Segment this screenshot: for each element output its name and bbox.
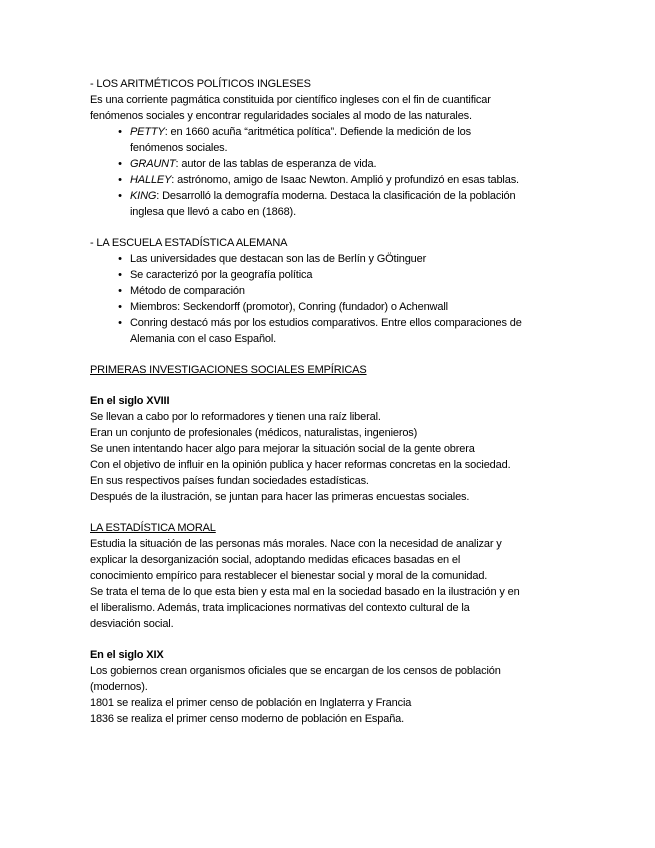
author-name: PETTY [130,126,165,138]
bullet-list [90,124,570,220]
list-item-text: : autor de las tablas de esperanza de vida. [175,158,377,170]
list-item-text: Miembros: Seckendorff (promotor), Conring (fundador) o Achenwall [130,301,448,313]
paragraph-line: desviación social. [90,618,174,630]
bullet-icon: • [118,174,122,186]
list-item [90,315,570,347]
paragraph-line: Los gobiernos crean organismos oficiales que se encargan de los censos de población [90,665,501,677]
bullet-icon: • [118,269,122,281]
section-title: PRIMERAS INVESTIGACIONES SOCIALES EMPÍRICAS [90,364,367,376]
author-name: HALLEY [130,174,172,186]
document-page [90,76,570,727]
paragraph-line: Se trata el tema de lo que esta bien y esta mal en la sociedad basado en la ilustración y en [90,586,520,598]
list-item [90,124,570,156]
list-item-text: Las universidades que destacan son las de Berlín y GÖtinguer [130,253,427,265]
list-item-text: : Desarrolló la demografía moderna. Destaca la clasificación de la población [156,190,516,202]
list-item [90,251,570,267]
paragraph-line: En sus respectivos países fundan sociedades estadísticas. [90,475,369,487]
paragraph-line: Se unen intentando hacer algo para mejorar la situación social de la gente obrera [90,443,475,455]
section-title: - LA ESCUELA ESTADÍSTICA ALEMANA [90,237,288,249]
paragraph-line: Estudia la situación de las personas más morales. Nace con la necesidad de analizar y [90,538,502,550]
bullet-icon: • [118,190,122,202]
paragraph-line: Después de la ilustración, se juntan para hacer las primeras encuestas sociales. [90,491,470,503]
list-item-text: Alemania con el caso Español. [130,333,277,345]
paragraph-line: Con el objetivo de influir en la opinión publica y hacer reformas concretas en la sociedad. [90,459,511,471]
section-estadistica-moral [90,520,570,632]
list-item [90,283,570,299]
section-investigaciones-empiricas [90,362,570,505]
author-name: KING [130,190,157,202]
paragraph-line: Eran un conjunto de profesionales (médicos, naturalistas, ingenieros) [90,427,418,439]
bullet-icon: • [118,126,122,138]
list-item [90,172,570,188]
bullet-icon: • [118,301,122,313]
paragraph-line: 1836 se realiza el primer censo moderno de población en España. [90,713,405,725]
section-title: - LOS ARITMÉTICOS POLÍTICOS INGLESES [90,78,311,90]
paragraph-line: Es una corriente pagmática constituida por científico ingleses con el fin de cuantificar [90,94,491,106]
bullet-icon: • [118,253,122,265]
list-item [90,156,570,172]
section-subtitle: En el siglo XVIII [90,395,170,407]
paragraph-line: fenómenos sociales y encontrar regularidades sociales al modo de las naturales. [90,110,472,122]
author-name: GRAUNT [130,158,176,170]
bullet-icon: • [118,317,122,329]
list-item-text: : astrónomo, amigo de Isaac Newton. Amplió y profundizó en esas tablas. [171,174,519,186]
list-item [90,267,570,283]
paragraph-line: explicar la desorganización social, adoptando medidas eficaces basadas en el [90,554,461,566]
list-item-text: Método de comparación [130,285,245,297]
paragraph-line: 1801 se realiza el primer censo de población en Inglaterra y Francia [90,697,412,709]
paragraph-line: Se llevan a cabo por lo reformadores y tienen una raíz liberal. [90,411,381,423]
list-item-text: inglesa que llevó a cabo en (1868). [130,206,296,218]
list-item-text: : en 1660 acuña “aritmética política”. Defiende la medición de los [164,126,471,138]
paragraph-line: (modernos). [90,681,148,693]
list-item [90,299,570,315]
paragraph-line: el liberalismo. Además, trata implicaciones normativas del contexto cultural de la [90,602,470,614]
list-item [90,188,570,220]
bullet-list [90,251,570,347]
section-title: LA ESTADÍSTICA MORAL [90,522,216,534]
list-item-text: Se caracterizó por la geografía política [130,269,313,281]
bullet-icon: • [118,158,122,170]
section-escuela-alemana [90,235,570,347]
paragraph-line: conocimiento empírico para restablecer el bienestar social y moral de la comunidad. [90,570,488,582]
section-aritmeticos-politicos [90,76,570,220]
list-item-text: fenómenos sociales. [130,142,228,154]
bullet-icon: • [118,285,122,297]
list-item-text: Conring destacó más por los estudios comparativos. Entre ellos comparaciones de [130,317,522,329]
section-siglo-xix [90,647,570,727]
section-subtitle: En el siglo XIX [90,649,164,661]
